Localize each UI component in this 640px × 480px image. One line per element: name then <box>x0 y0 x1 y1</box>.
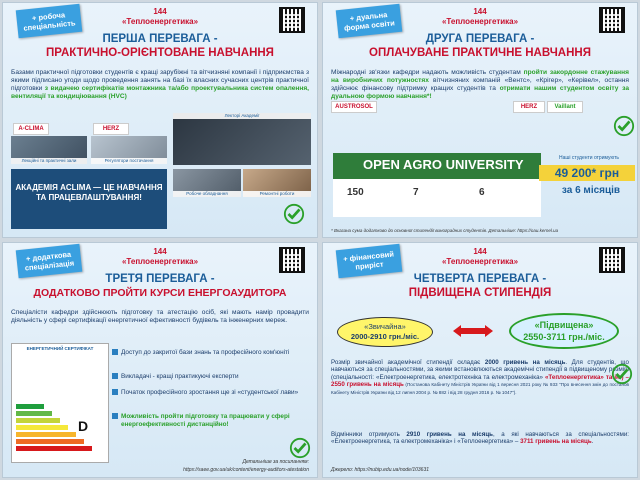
title-line1: ЧЕТВЕРТА ПЕРЕВАГА - <box>413 273 547 285</box>
body-text: Міжнародні зв'язки кафедри надають можливість студентам пройти закордонне стажування на виробничих потужностях вітчизняних компаній «Вентс», «Крігер», «Керівел», остання здійснює фінансову підтримку кращих студентів та отримати нашим студентом освіту за дуальною формою навчання*! <box>331 69 629 100</box>
open-agro-title: OPEN AGRO UNIVERSITY <box>363 157 524 172</box>
stipend-paragraph-1: Розмір звичайної академічної стипендії складає 2000 гривень на місяць. Для студентів, що навчаються за спеціальностями, за якими встановлюються академічні стипендії в підвищеному розмірі (спеціальності: «Електроенергетика, електротехніка та електромеханіка» «Теплоенергетика» та ін.) – 2550 гривень на місяць (Постанова Кабінету Міністрів України від 1 вересня 2021 року № 933 "Про внесення змін до постанов Кабінету Міністрів України від 12 липня 2004 р. № 882 і від 28 грудня 2016 р. № 1047"). <box>331 359 630 395</box>
check-icon <box>613 115 635 137</box>
bullet-4: Можливість пройти підготовку та працювати у сфері енергоефективності дистанційно! <box>121 413 307 428</box>
source-link[interactable]: Джерело: https://nubip.edu.ua/node/103631 <box>331 467 430 473</box>
stat-3: 6 <box>479 187 485 198</box>
aclima-logo: A-CLIMA <box>13 123 49 135</box>
grade-bar-b <box>16 411 52 416</box>
tag-badge: + фінансовий приріст <box>336 244 403 279</box>
grade-bar-d <box>16 425 68 430</box>
card-first-advantage <box>2 2 318 238</box>
stipend-paragraph-2: Відмінники отримують 2910 гривень на місяць, а які навчаються за спеціальностями: «Електроенергетика, та електромеханіка» і «Теплоенергетика» – 3711 гривень на місяць. <box>331 431 630 446</box>
stat-1: 150 <box>347 187 364 198</box>
card-fourth-advantage <box>322 242 638 478</box>
grade-bar-c <box>16 418 60 423</box>
photo-lecture-halls: Лекційні та практичні зали <box>11 136 87 164</box>
bullet-3: Початок професійного зростання ще зі «студентської лави» <box>121 389 307 397</box>
stats-row <box>333 179 541 217</box>
title-line1: ПЕРША ПЕРЕВАГА - <box>102 33 218 45</box>
check-icon <box>289 437 311 459</box>
grade-bar-a <box>16 404 44 409</box>
title-line2: ПРАКТИЧНО-ОРІЄНТОВАНЕ НАВЧАННЯ <box>46 47 274 59</box>
photo-equipment: Робоче обладнання <box>173 169 241 197</box>
qr-code-icon[interactable] <box>279 7 305 33</box>
title-line1: ТРЕТЯ ПЕРЕВАГА - <box>105 273 215 285</box>
energy-certificate <box>11 343 109 463</box>
herz-logo: HERZ <box>93 123 129 135</box>
check-icon <box>611 363 633 385</box>
body-text: Спеціалісти кафедри здійснюють підготовку та атестацію осіб, які мають намір провадити діяльність у сфері сертифікації енергетичної ефективності будівель та інженерних мереж. <box>11 309 309 324</box>
energy-grade: D <box>78 418 89 434</box>
title-line2: ОПЛАЧУВАНЕ ПРАКТИЧНЕ НАВЧАННЯ <box>369 47 591 59</box>
qr-code-icon[interactable] <box>279 247 305 273</box>
grade-bar-g <box>16 446 92 451</box>
footnote-link[interactable]: https://saee.gov.ua/uk/content/energy-auditors-atestation <box>183 467 309 473</box>
dept-header: 144 «Теплоенергетика» <box>441 7 519 26</box>
regular-stipend-oval: «Звичайна» 2000-2910 грн./міс. <box>337 317 433 347</box>
grade-bar-f <box>16 439 84 444</box>
price-amount: 49 200* грн <box>539 165 635 181</box>
title-line1: ДРУГА ПЕРЕВАГА - <box>425 33 535 45</box>
grade-bar-e <box>16 432 76 437</box>
footnote-label: Детальніше за посиланням: <box>242 459 309 465</box>
dept-header: 144 «Теплоенергетика» <box>121 247 199 266</box>
card-third-advantage <box>2 242 318 478</box>
open-agro-panel <box>333 153 541 217</box>
photo-lecturers: Лекторі Академії <box>173 113 311 165</box>
price-months: за 6 місяців <box>561 185 621 196</box>
stat-2: 7 <box>413 187 419 198</box>
photo-repair: Ремонтні роботи <box>243 169 311 197</box>
title-line2: ДОДАТКОВО ПРОЙТИ КУРСИ ЕНЕРГОАУДИТОРА <box>33 287 287 299</box>
double-arrow-icon <box>451 323 495 339</box>
body-text: Базами практичної підготовки студентів є кращі зарубіжні та вітчизняні компанії і підприємства з якими підписано угоди щодо проведення занять на базі їх власних сучасних центрів практичної підготовки з видачею сертифікатів монтажника та/або проектувальника систем опалення, вентиляції та кондиціювання (HVC) <box>11 69 310 100</box>
photo-regulators: Регулятори постачання <box>91 136 167 164</box>
tag-badge: + робоча спеціальність <box>16 4 83 39</box>
certificate-heading: ЕНЕРГЕТИЧНИЙ СЕРТИФІКАТ <box>26 346 94 351</box>
qr-code-icon[interactable] <box>599 7 625 33</box>
vaillant-logo: Vaillant <box>547 101 583 113</box>
dept-header: 144 «Теплоенергетика» <box>441 247 519 266</box>
check-icon <box>283 203 305 225</box>
bullet-1: Доступ до закритої бази знань та професійного ком'юніті <box>121 349 307 357</box>
herz-logo: HERZ <box>513 101 545 113</box>
bullet-2: Викладачі - кращі практикуючі експерти <box>121 373 307 381</box>
footnote: * Вказана сума додатково до основної стипендії виноградних студентів. Детальніше: https://oau.kernel.ua <box>331 228 559 233</box>
austrosol-logo: AUSTROSOL <box>331 101 377 113</box>
tag-badge: + додаткова спеціалізація <box>16 244 83 279</box>
price-label: Наші студенти отримують <box>558 155 620 161</box>
dept-header: 144 «Теплоенергетика» <box>121 7 199 26</box>
qr-code-icon[interactable] <box>599 247 625 273</box>
tag-badge: + дуальна форма освіти <box>336 4 403 39</box>
aclima-banner: АКАДЕМІЯ ACLIMA — ЦЕ НАВЧАННЯ ТА ПРАЦЕВЛАШТУВАННЯ! <box>11 169 167 229</box>
card-second-advantage <box>322 2 638 238</box>
title-line2: ПІДВИЩЕНА СТИПЕНДІЯ <box>408 287 552 299</box>
increased-stipend-oval: «Підвищена» 2550-3711 грн./міс. <box>509 313 619 349</box>
